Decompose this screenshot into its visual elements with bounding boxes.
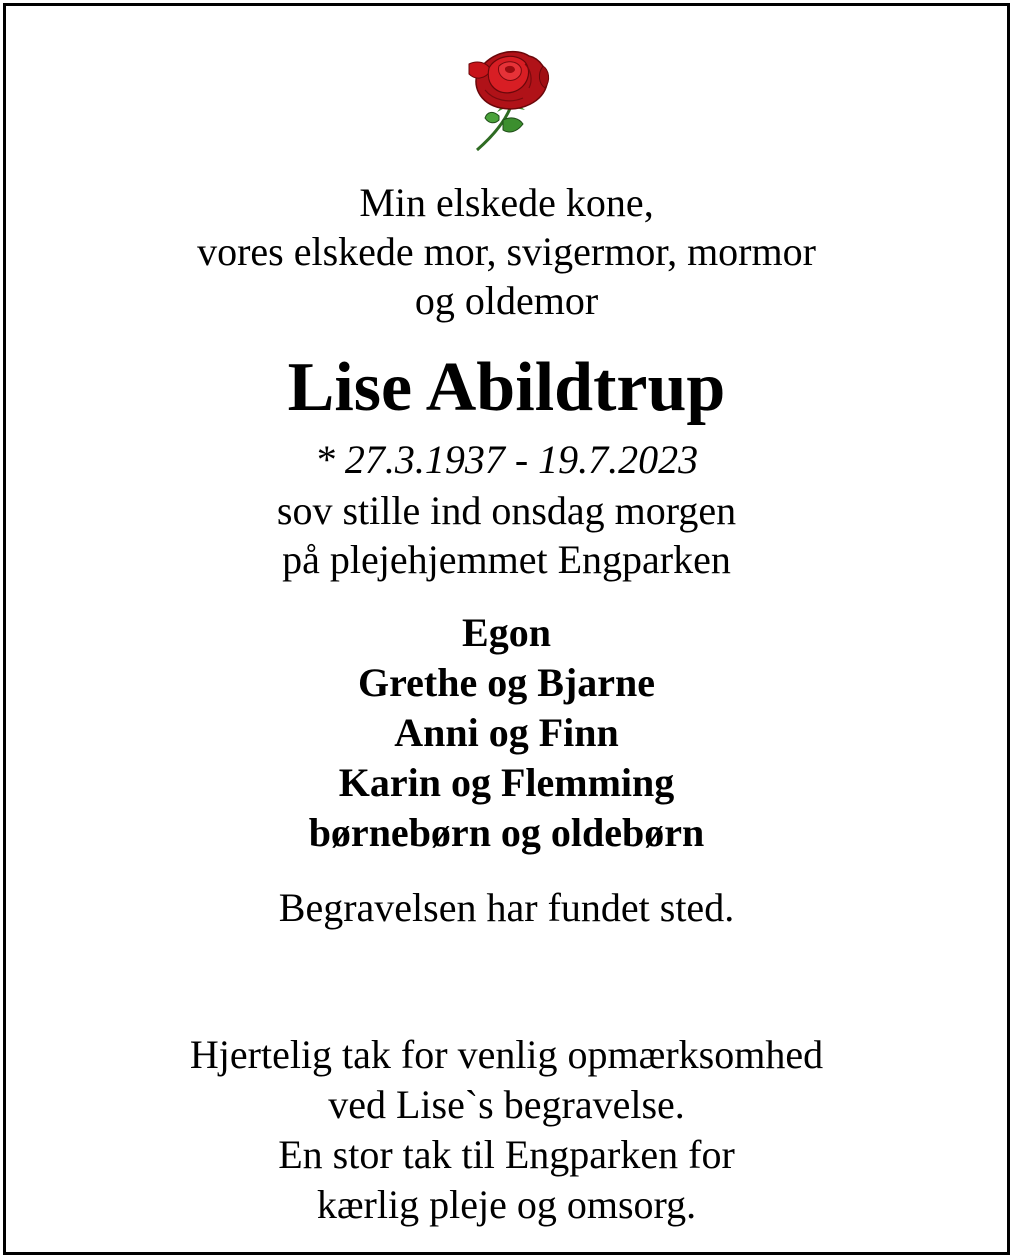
family-member: børnebørn og oldebørn	[308, 810, 705, 855]
family-member: Karin og Flemming	[338, 760, 675, 805]
life-dates: * 27.3.1937 - 19.7.2023	[314, 437, 699, 482]
funeral-notice: Begravelsen har fundet sted.	[278, 885, 735, 930]
family-member: Egon	[462, 610, 551, 655]
intro-line-2: vores elskede mor, svigermor, mormor	[197, 229, 816, 274]
rose-icon	[459, 40, 555, 152]
family-member: Grethe og Bjarne	[358, 660, 655, 705]
deceased-name: Lise Abildtrup	[287, 349, 726, 426]
thanks-line-1: Hjertelig tak for venlig opmærksomhed	[189, 1032, 824, 1077]
passing-line-1: sov stille ind onsdag morgen	[276, 488, 737, 533]
intro-line-1: Min elskede kone,	[359, 180, 654, 225]
passing-line-2: på plejehjemmet Engparken	[282, 537, 731, 582]
intro-line-3: og oldemor	[414, 278, 599, 323]
thanks-line-2: ved Lise`s begravelse.	[328, 1082, 685, 1127]
family-member: Anni og Finn	[394, 710, 619, 755]
thanks-line-3: En stor tak til Engparken for	[278, 1132, 735, 1177]
thanks-line-4: kærlig pleje og omsorg.	[316, 1182, 697, 1227]
